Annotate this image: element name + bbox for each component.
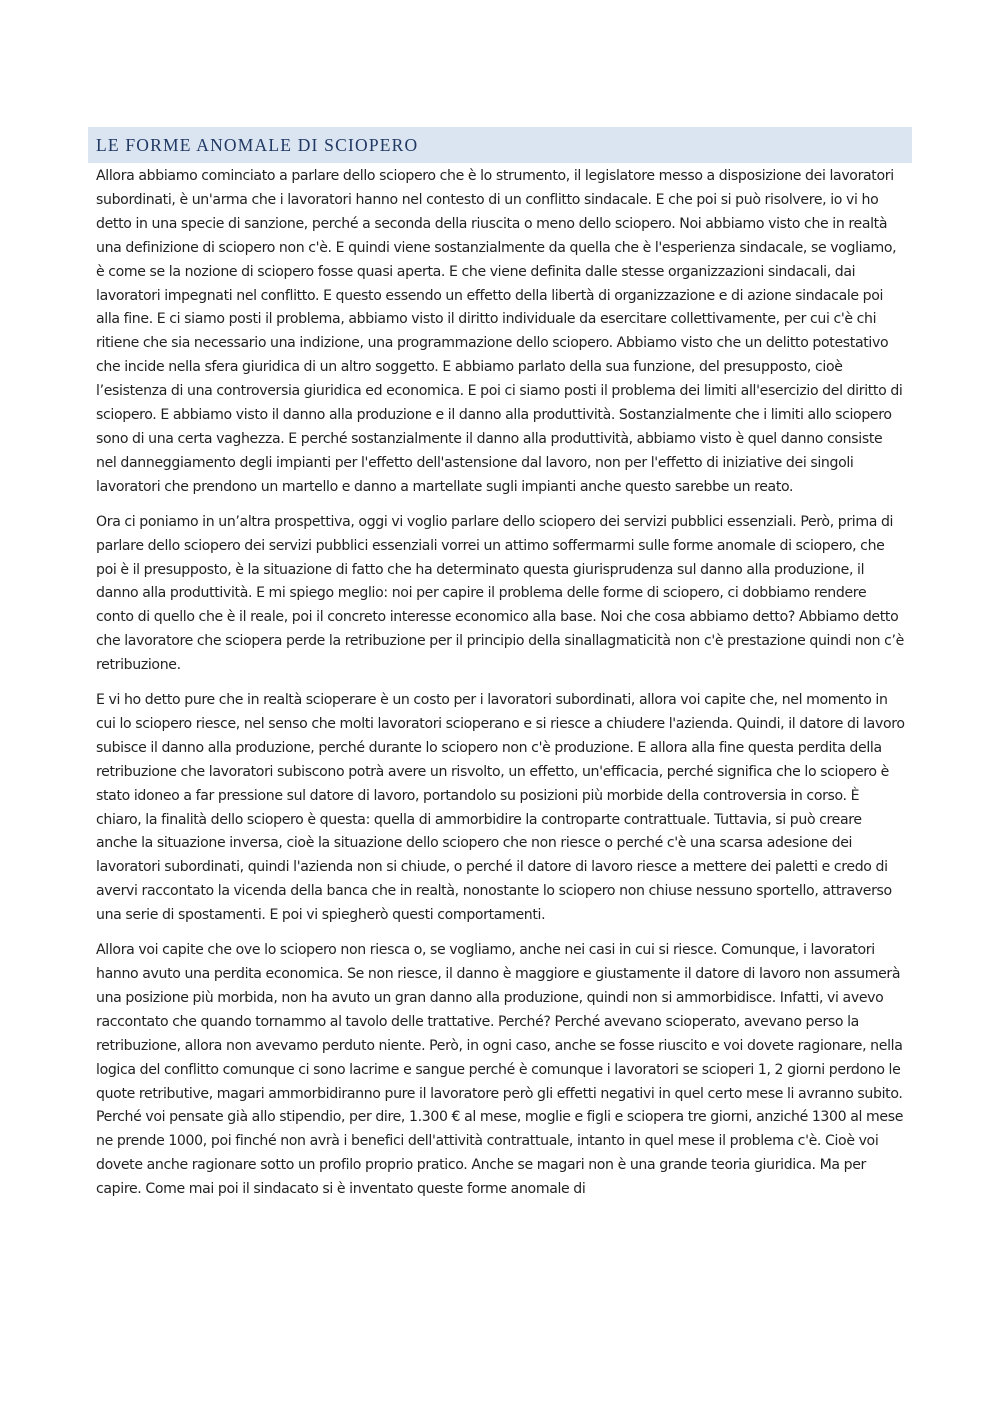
section-title: LE FORME ANOMALE DI SCIOPERO [96, 135, 419, 155]
paragraph-2: Ora ci poniamo in un’altra prospettiva, oggi vi voglio parlare dello sciopero dei servizi pubblici essenziali. Però, prima di parlare dello sciopero dei servizi pubblici essenziali vorrei un attimo soffermarmi sulle forme anomale di sciopero, che poi è il presupposto, è la situazione di fatto che ha determinato questa giurisprudenza sul danno alla produzione, il danno alla produttività. E mi spiego meglio: noi per capire il problema delle forme di sciopero, ci dobbiamo rendere conto di quello che è il reale, poi il concreto interesse economico alla base. Noi che cosa abbiamo detto? Abbiamo detto che lavoratore che sciopera perde la retribuzione per il principio della sinallagmaticità non c'è prestazione quindi non c’è retribuzione. [96, 513, 904, 674]
document-body [96, 165, 906, 1213]
paragraph-1: Allora abbiamo cominciato a parlare dello sciopero che è lo strumento, il legislatore messo a disposizione dei lavoratori subordinati, è un'arma che i lavoratori hanno nel contesto di un conflitto sindacale. E che poi si può risolvere, io vi ho detto in una specie di sanzione, perché a seconda della riuscita o meno dello sciopero. Noi abbiamo visto che in realtà una definizione di sciopero non c'è. E quindi viene sostanzialmente da quella che è l'esperienza sindacale, se vogliamo, è come se la nozione di sciopero fosse quasi aperta. E che viene definita dalle stesse organizzazioni sindacali, dai lavoratori impegnati nel conflitto. E questo essendo un effetto della libertà di organizzazione e di azione sindacale poi alla fine. E ci siamo posti il problema, abbiamo visto il diritto individuale da esercitare collettivamente, per cui c'è chi ritiene che sia necessario una indizione, una programmazione dello sciopero. Abbiamo visto che un delitto potestativo che incide nella sfera giuridica di un altro soggetto. E abbiamo parlato della sua funzione, del presupposto, cioè l’esistenza di una controversia giuridica ed economica. E poi ci siamo posti il problema dei limiti all'esercizio del diritto di sciopero. E abbiamo visto il danno alla produzione e il danno alla produttività. Sostanzialmente che i limiti allo sciopero sono di una certa vaghezza. E perché sostanzialmente il danno alla produttività, abbiamo visto è quel danno consiste nel danneggiamento degli impianti per l'effetto dell'astensione dal lavoro, non per l'effetto di iniziative dei singoli lavoratori che prendono un martello e danno a martellate sugli impianti anche questo sarebbe un reato. [96, 168, 903, 495]
paragraph-3: E vi ho detto pure che in realtà scioperare è un costo per i lavoratori subordinati, allora voi capite che, nel momento in cui lo sciopero riesce, nel senso che molti lavoratori scioperano e si riesce a chiudere l'azienda. Quindi, il datore di lavoro subisce il danno alla produzione, perché durante lo sciopero non c'è produzione. E allora alla fine questa perdita della retribuzione che lavoratori subiscono potrà avere un risvolto, un effetto, un'efficacia, perché significa che lo sciopero è stato idoneo a far pressione sul datore di lavoro, portandolo su posizioni più morbide della controversia in corso. È chiaro, la finalità dello sciopero è questa: quella di ammorbidire la controparte contrattuale. Tuttavia, si può creare anche la situazione inversa, cioè la situazione dello sciopero che non riesce o perché c'è una scarsa adesione dei lavoratori subordinati, quindi l'azienda non si chiude, o perché il datore di lavoro riesce a mettere dei paletti e credo di avervi raccontato la vicenda della banca che in realtà, nonostante lo sciopero non chiuse nessuno sportello, attraverso una serie di spostamenti. E poi vi spiegherò questi comportamenti. [96, 692, 905, 924]
paragraph-4: Allora voi capite che ove lo sciopero non riesca o, se vogliamo, anche nei casi in cui si riesce. Comunque, i lavoratori hanno avuto una perdita economica. Se non riesce, il danno è maggiore e giustamente il datore di lavoro non assumerà una posizione più morbida, non ha avuto un gran danno alla produzione, quindi non si ammorbidisce. Infatti, vi avevo raccontato che quando tornammo al tavolo delle trattative. Perché? Perché avevano scioperato, avevano perso la retribuzione, allora non avevamo perduto niente. Però, in ogni caso, anche se fosse riuscito e voi dovete ragionare, nella logica del conflitto comunque ci sono lacrime e sangue perché è comunque i lavoratori se scioperi 1, 2 giorni perdono le quote retributive, magari ammorbidiranno pure il lavoratore però gli effetti negativi in quel certo mese li avranno subito. Perché voi pensate già allo stipendio, per dire, 1.300 € al mese, moglie e figli e sciopera tre giorni, anziché 1300 al mese ne prende 1000, poi finché non avrà i benefici dell'attività contrattuale, intanto in quel mese il problema c'è. Cioè voi dovete anche ragionare sotto un profilo proprio pratico. Anche se magari non è una grande teoria giuridica. Ma per capire. Come mai poi il sindacato si è inventato queste forme anomale di [96, 942, 904, 1198]
